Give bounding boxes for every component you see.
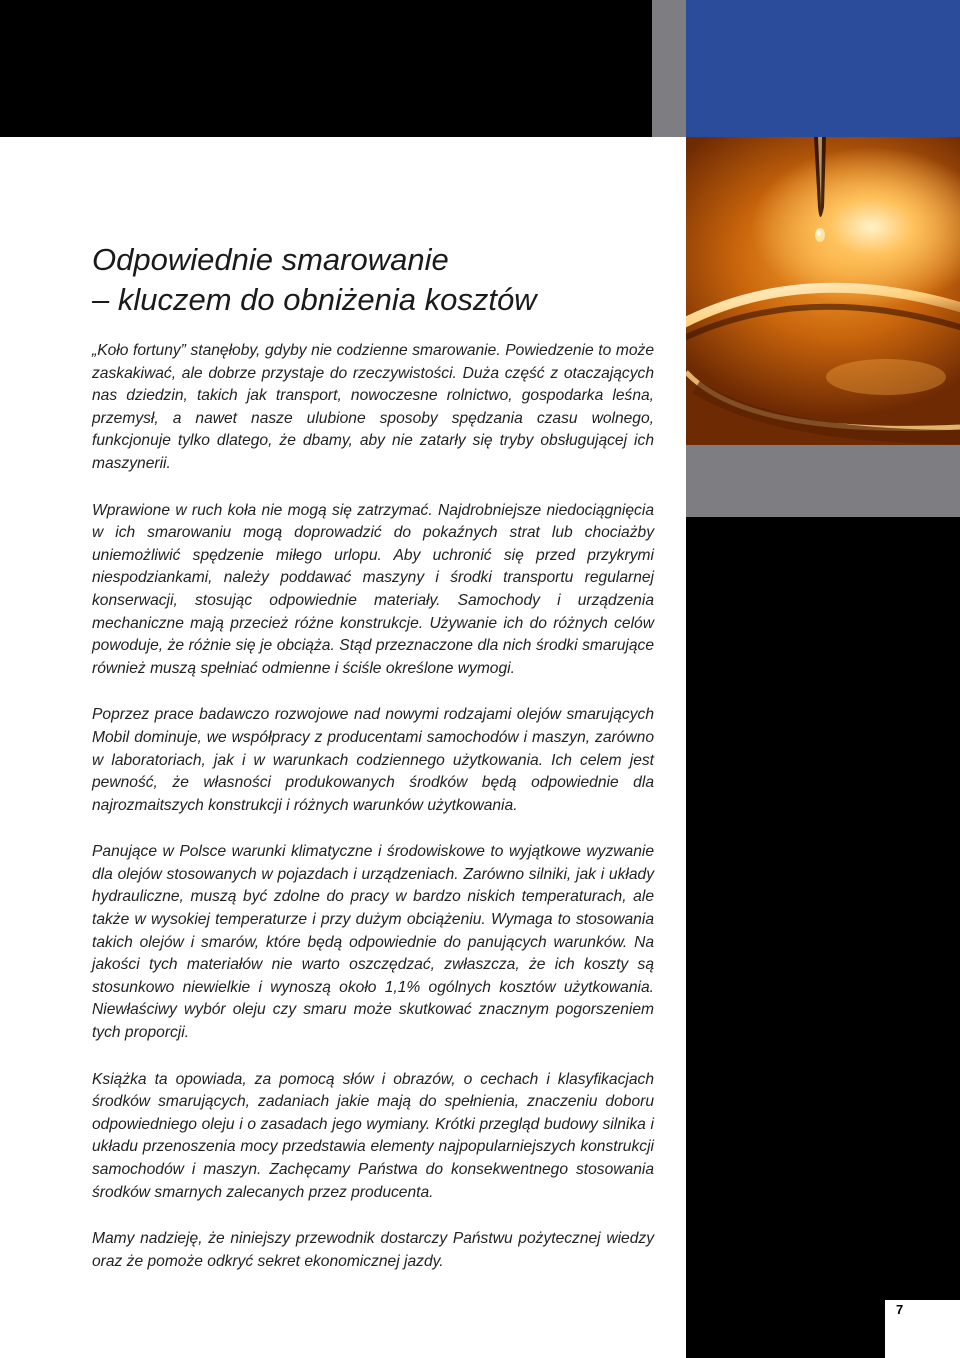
paragraph: Wprawione w ruch koła nie mogą się zatrzymać. Najdrobniejsze niedociągnięcia w ich smarowaniu mogą doprowadzić do pokaźnych strat lub chociażby uniemożliwić spędzenie miłego urlopu. Aby uchronić się przed przykrymi niespodziankami, należy poddawać maszyny i środki transportu regularnej konserwacji, stosując odpowiednie materiały. Samochody i urządzenia mechaniczne mają przecież różne konstrukcje. Używanie ich do różnych celów powoduje, że różnie się je obciąża. Stąd przeznaczone dla nich środki smarujące również muszą spełniać odmienne i ściśle określone wymogi. [92, 501, 654, 677]
article-body [92, 340, 654, 1297]
paragraph: Książka ta opowiada, za pomocą słów i obrazów, o cechach i klasyfikacjach środków smarujących, zadaniach jakie mają do spełnienia, znaczeniu doboru odpowiedniego oleju i o zasadach jego wymiany. Krótki przegląd budowy silnika i układu przenoszenia mocy przedstawia elementy najpopularniejszych konstrukcji samochodów i maszyn. Zachęcamy Państwa do konsekwentnego stosowania środków smarnych zalecanych przez producenta. [92, 1070, 654, 1201]
page-title [92, 240, 652, 320]
paragraph: Panujące w Polsce warunki klimatyczne i środowiskowe to wyjątkowe wyzwanie dla olejów stosowanych w pojazdach i urządzeniach. Zarówno silniki, jak i układy hydrauliczne, muszą być zdolne do pracy w bardzo niskich temperaturach, ale także w wysokiej temperaturze i przy dużym obciążeniu. Wymaga to stosowania takich olejów i smarów, które będą odpowiednie do panujących warunków. Na jakości tych materiałów nie warto oszczędzać, zwłaszcza, że ich koszty są stosunkowo niewielkie i wynoszą około 1,1% ogólnych kosztów użytkowania. Niewłaściwy wybór oleju czy smaru może skutkować znacznym pogorszeniem tych proporcji. [92, 843, 654, 1042]
top-blue-accent [686, 0, 960, 137]
side-gray-band [686, 445, 960, 517]
paragraph: Mamy nadzieję, że niniejszy przewodnik dostarczy Państwu pożytecznej wiedzy oraz że pomoże odkryć sekret ekonomicznej jazdy. [92, 1230, 654, 1270]
page-number-divider [884, 1300, 885, 1358]
paragraph: „Koło fortuny” stanęłoby, gdyby nie codzienne smarowanie. Powiedzenie to może zaskakiwać, ale dobrze przystaje do rzeczywistości. Duża część z otaczających nas dziedzin, takich jak transport, nowoczesne rolnictwo, gospodarka leśna, przemysł, a nawet nasze ulubione sposoby spędzania czasu wolnego, funkcjonuje tylko dlatego, że dbamy, aby nie zatarły się tryby obsługującej ich maszynerii. [92, 342, 654, 472]
side-black-band [686, 517, 960, 1358]
oil-drop-illustration [686, 137, 960, 445]
title-line-2: – kluczem do obniżenia kosztów [92, 282, 537, 317]
paragraph: Poprzez prace badawczo rozwojowe nad nowymi rodzajami olejów smarujących Mobil dominuje, we współpracy z producentami samochodów i maszyn, zarówno w laboratoriach, jak i w warunkach codziennego użytkowania. Ich celem jest pewność, że własności produkowanych środków będą odpowiednie dla najrozmaitszych konstrukcji i różnych warunków użytkowania. [92, 706, 654, 814]
page-number: 7 [896, 1302, 904, 1317]
oil-drop-photo [686, 137, 960, 445]
top-gray-accent [652, 0, 686, 137]
title-line-1: Odpowiednie smarowanie [92, 242, 449, 277]
